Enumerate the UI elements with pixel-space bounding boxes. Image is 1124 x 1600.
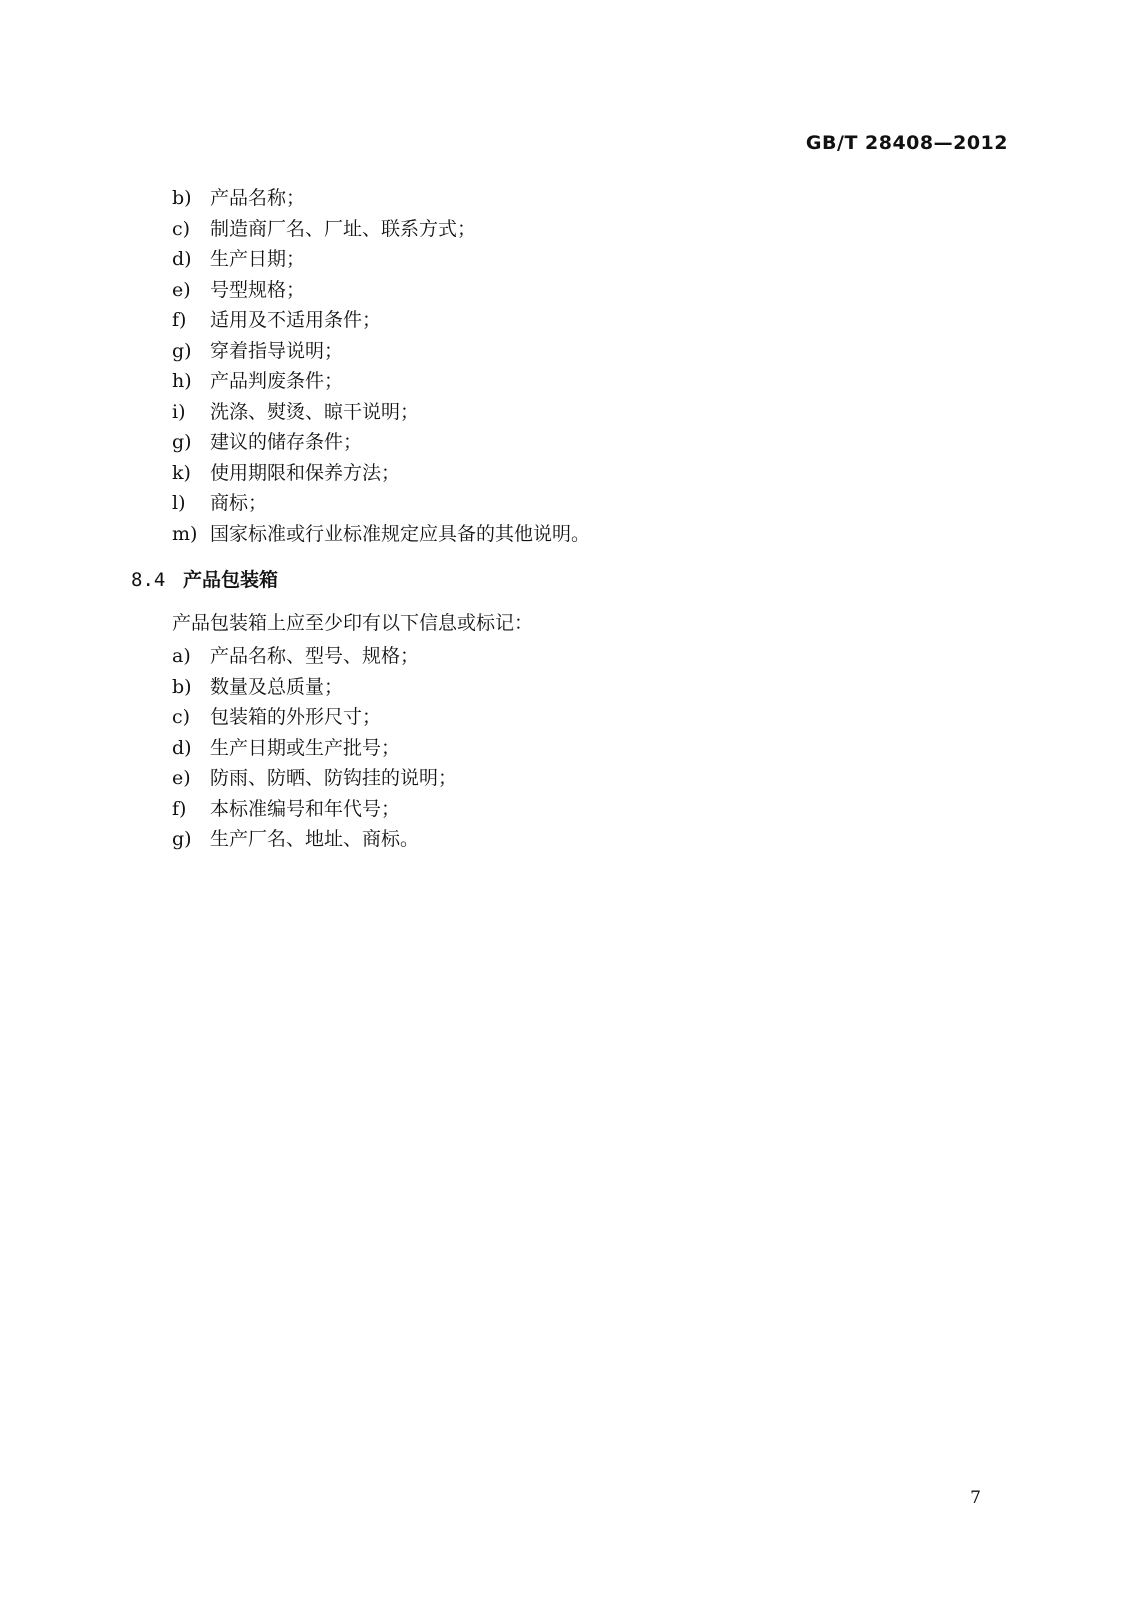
list-item: [172, 519, 590, 550]
list-item-text: 防雨、防晒、防钩挂的说明；: [210, 767, 458, 789]
list-item-text: 本标准编号和年代号；: [210, 797, 401, 820]
list-item-text: 适用及不适用条件；: [210, 309, 382, 331]
section-intro: 产品包装箱上应至少印有以下信息或标记：: [172, 612, 534, 634]
list-item-label: m): [172, 522, 198, 545]
list-item-text: 洗涤、熨烫、晾干说明；: [210, 400, 420, 423]
list-item-text: 产品名称；: [210, 187, 306, 209]
list-item-text: 生产日期；: [210, 248, 306, 270]
list-item: [172, 458, 590, 489]
list-item-label: b): [172, 675, 192, 698]
list-item: [172, 244, 590, 275]
section-number: 8.4: [131, 569, 166, 591]
list-item: [172, 183, 590, 214]
list-item-label: d): [172, 248, 192, 270]
list-item: [172, 275, 590, 306]
list-item-label: h): [172, 370, 192, 392]
list-item-label: c): [172, 706, 191, 728]
list-item-text: 产品名称、型号、规格；: [210, 645, 420, 667]
list-item: [172, 336, 590, 367]
list-item: [172, 733, 457, 764]
section-heading: [131, 565, 278, 592]
list-item-text: 国家标准或行业标准规定应具备的其他说明。: [210, 522, 591, 545]
list-item-label: g): [172, 828, 192, 850]
list-item-label: b): [172, 187, 192, 209]
list-item-text: 生产日期或生产批号；: [210, 736, 401, 759]
list-item: [172, 763, 457, 794]
list-item-text: 包装箱的外形尺寸；: [210, 706, 382, 728]
standard-code: GB/T 28408—2012: [805, 132, 1008, 154]
list-item-label: a): [172, 645, 191, 667]
section-title: 产品包装箱: [183, 569, 279, 591]
list-item-label: k): [172, 461, 191, 484]
list-item-text: 数量及总质量；: [210, 675, 344, 698]
list-item-label: f): [172, 797, 187, 820]
list-item: [172, 824, 457, 855]
list-item-text: 商标；: [210, 492, 268, 514]
list-item-text: 生产厂名、地址、商标。: [210, 828, 420, 850]
list-item-text: 建议的储存条件；: [210, 431, 363, 453]
list-item-label: d): [172, 736, 192, 759]
marking-list: [172, 183, 590, 549]
list-item-text: 产品判废条件；: [210, 370, 344, 392]
list-item-label: g): [172, 339, 192, 362]
list-item-text: 制造商厂名、厂址、联系方式；: [210, 217, 477, 240]
list-item: [172, 427, 590, 458]
list-item-label: l): [172, 492, 186, 514]
list-item: [172, 488, 590, 519]
list-item-text: 使用期限和保养方法；: [210, 461, 401, 484]
list-item-label: i): [172, 400, 186, 423]
list-item-label: e): [172, 278, 191, 301]
list-item: [172, 397, 590, 428]
list-item-label: f): [172, 309, 187, 331]
page-number: 7: [970, 1488, 981, 1508]
packaging-list: [172, 641, 457, 855]
list-item: [172, 672, 457, 703]
list-item: [172, 702, 457, 733]
list-item: [172, 366, 590, 397]
list-item: [172, 641, 457, 672]
list-item-text: 穿着指导说明；: [210, 339, 344, 362]
list-item: [172, 214, 590, 245]
list-item-label: g): [172, 431, 192, 453]
list-item: [172, 794, 457, 825]
list-item: [172, 305, 590, 336]
list-item-label: e): [172, 767, 191, 789]
list-item-label: c): [172, 217, 191, 240]
list-item-text: 号型规格；: [210, 278, 306, 301]
